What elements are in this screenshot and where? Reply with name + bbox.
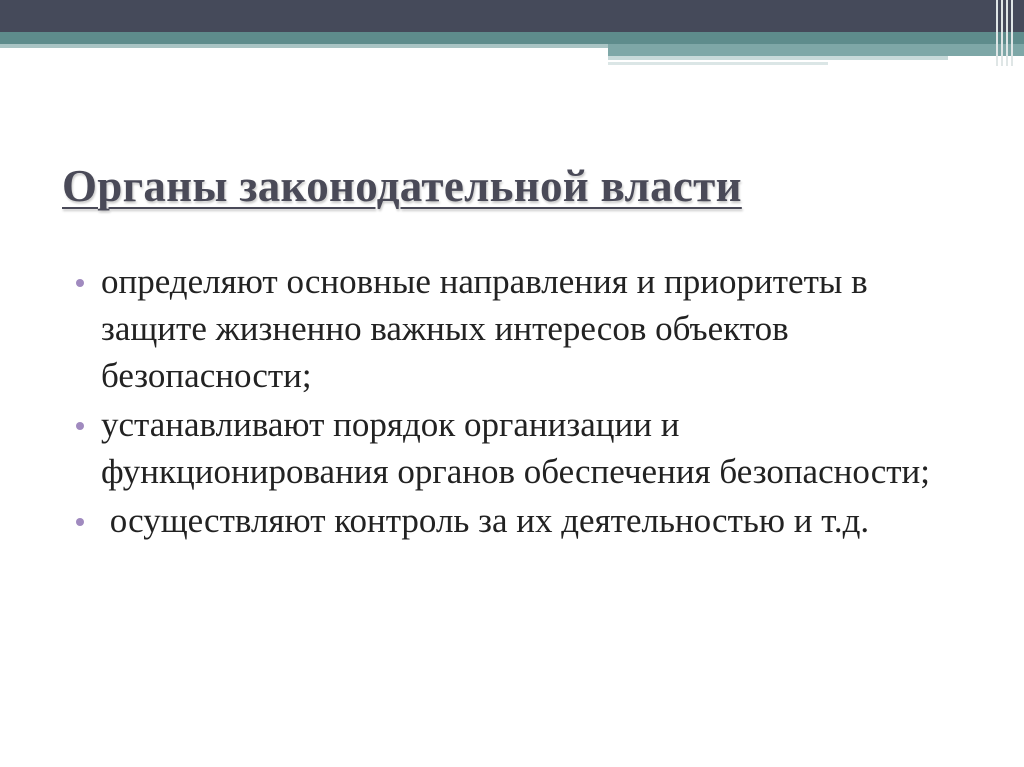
header-bar-teal — [0, 32, 1024, 44]
bullet-text: осуществляют контроль за их деятельностью и т.д. — [101, 501, 870, 540]
bullet-list — [74, 258, 974, 546]
list-item — [74, 401, 974, 495]
bullet-text: определяют основные направления и приоритеты в защите жизненно важных интересов объектов безопасности; — [101, 262, 868, 395]
bullet-dot-icon — [76, 518, 84, 526]
header-bar-teal-light — [0, 44, 608, 48]
bullet-text: устанавливают порядок организации и функционирования органов обеспечения безопасности; — [101, 405, 931, 491]
header-bar-accent — [608, 44, 1024, 56]
bullet-dot-icon — [76, 422, 84, 430]
bullet-dot-icon — [76, 279, 84, 287]
list-item — [74, 258, 974, 399]
header-bar-accent-thin — [608, 56, 948, 60]
header-bar-dark — [0, 0, 1024, 32]
header-bar-accent-line — [608, 62, 828, 65]
header-stripes — [996, 0, 1018, 66]
slide-title: Органы законодательной власти — [62, 161, 742, 211]
list-item — [74, 497, 974, 544]
